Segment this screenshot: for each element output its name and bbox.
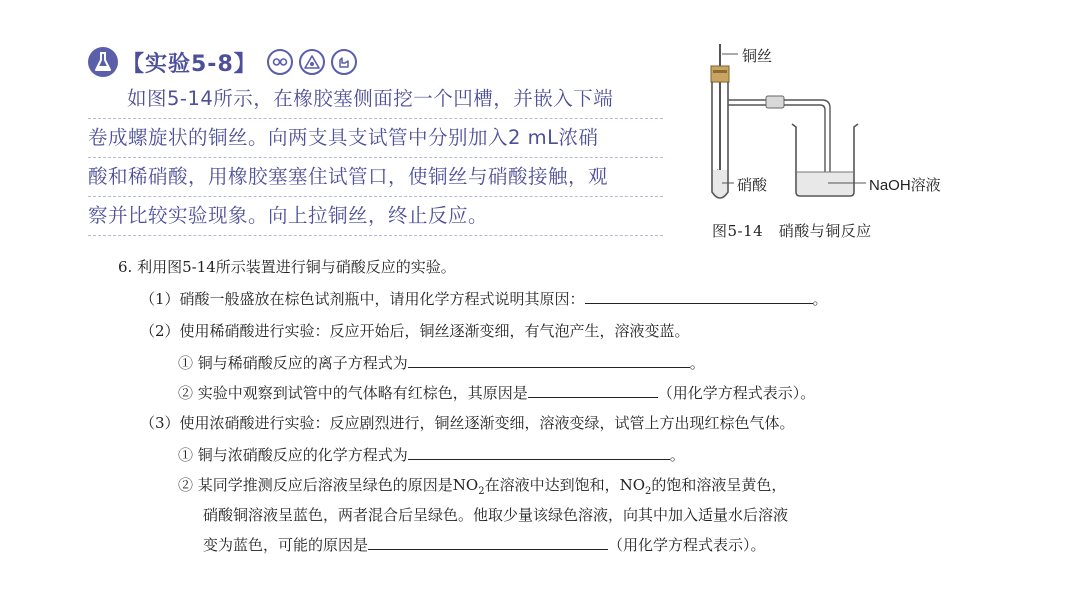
question-6-part-3: （3）使用浓硝酸进行实验：反应剧烈进行，铜丝逐渐变细，溶液变绿，试管上方出现红棕色气体。 xyxy=(140,414,795,432)
question-6-part-3a: ① 铜与浓硝酸反应的化学方程式为 。 xyxy=(178,446,685,464)
question-6-part-3b-line3: 变为蓝色，可能的原因是 （用化学方程式表示）。 xyxy=(203,536,766,554)
experiment-line: 察并比较实验现象。向上拉铜丝，终止反应。 xyxy=(88,197,663,236)
answer-blank xyxy=(368,535,608,550)
experiment-title: 【实验5-8】 xyxy=(122,51,257,77)
question-6-stem: 6. 利用图5-14所示装置进行铜与硝酸反应的实验。 xyxy=(118,258,456,276)
rubber-stopper xyxy=(711,66,729,82)
question-6-part-3b-line1: ② 某同学推测反应后溶液呈绿色的原因是$NO_2$在溶液中达到饱和，$NO_2$的饱和溶液呈黄色， xyxy=(178,476,787,497)
experiment-heading xyxy=(88,45,357,79)
figure-caption: 图5-14 硝酸与铜反应 xyxy=(712,222,872,240)
answer-blank xyxy=(408,353,690,368)
side-arm xyxy=(728,100,770,105)
answer-blank xyxy=(408,445,670,460)
label-nitric-acid: 硝酸 xyxy=(737,177,768,194)
answer-blank xyxy=(585,289,813,304)
hazard-icon xyxy=(299,49,325,75)
experiment-line: 如图5-14所示，在橡胶塞侧面挖一个凹槽，并嵌入下端 xyxy=(88,80,663,119)
experiment-line: 卷成螺旋状的铜丝。向两支具支试管中分别加入2 mL浓硝 xyxy=(88,119,663,158)
answer-blank xyxy=(528,383,658,398)
hand-wash-icon xyxy=(331,49,357,75)
question-6-part-3b-line2: 硝酸铜溶液呈蓝色，两者混合后呈绿色。他取少量该绿色溶液，向其中加入适量水后溶液 xyxy=(203,506,789,524)
flask-icon xyxy=(88,47,118,77)
label-naoh-solution: NaOH溶液 xyxy=(869,177,941,194)
question-6-part-2: （2）使用稀硝酸进行实验：反应开始后，铜丝逐渐变细，有气泡产生，溶液变蓝。 xyxy=(140,322,690,340)
experiment-body xyxy=(88,80,663,236)
experiment-line: 酸和稀硝酸，用橡胶塞塞住试管口，使铜丝与硝酸接触，观 xyxy=(88,158,663,197)
question-6-part-2a: ① 铜与稀硝酸反应的离子方程式为 。 xyxy=(178,354,705,372)
safety-icons xyxy=(267,49,357,75)
goggles-icon xyxy=(267,49,293,75)
question-6-part-2b: ② 实验中观察到试管中的气体略有红棕色，其原因是 （用化学方程式表示）。 xyxy=(178,384,816,402)
question-6-part-1: （1）硝酸一般盛放在棕色试剂瓶中，请用化学方程式说明其原因： 。 xyxy=(140,290,828,308)
label-copper-wire: 铜丝 xyxy=(742,48,773,65)
